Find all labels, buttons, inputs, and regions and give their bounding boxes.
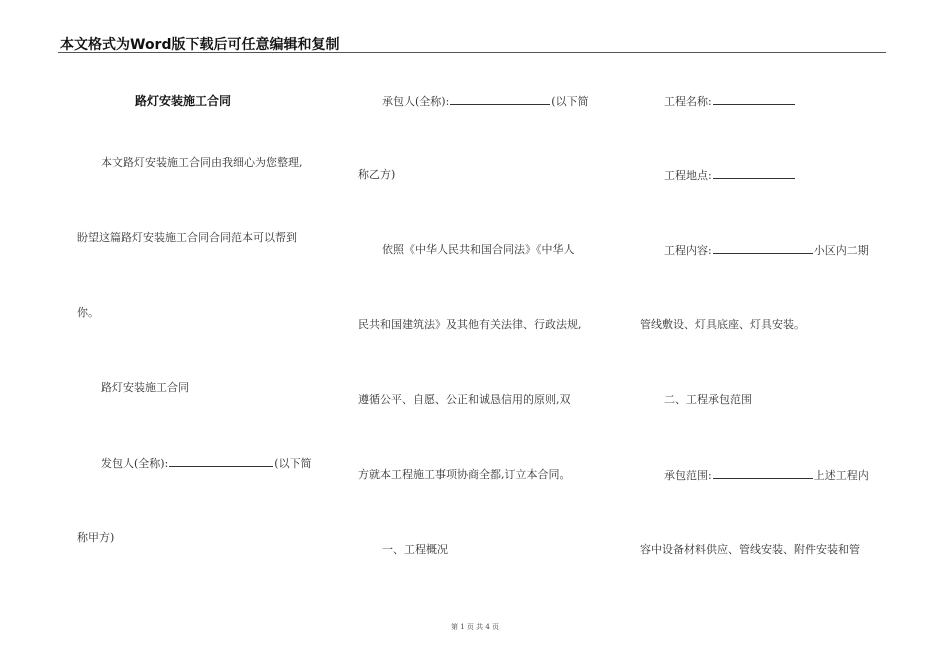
scope-suffix: 上述工程内	[813, 469, 869, 482]
scope-blank[interactable]	[713, 468, 813, 479]
project-content-line	[664, 243, 869, 258]
project-content-label: 工程内容:	[664, 244, 712, 257]
party-a-line	[101, 456, 312, 471]
project-location-label: 工程地点:	[664, 169, 712, 182]
scope-label: 承包范围:	[664, 469, 712, 482]
project-name-label: 工程名称:	[664, 95, 712, 108]
party-a-continuation: 称甲方)	[77, 531, 115, 544]
basis-line-1: 依照《中华人民共和国合同法》《中华人	[382, 243, 575, 256]
contract-subtitle: 路灯安装施工合同	[101, 381, 189, 394]
page-number: 第 1 页 共 4 页	[450, 623, 500, 631]
project-name-line	[664, 94, 796, 109]
intro-line-2: 盼望这篇路灯安装施工合同合同范本可以帮到	[77, 231, 297, 244]
project-content-blank[interactable]	[713, 243, 813, 254]
basis-line-3: 遵循公平、自愿、公正和诚恳信用的原则,双	[358, 393, 571, 406]
party-b-line	[382, 94, 589, 109]
party-b-blank[interactable]	[450, 94, 550, 105]
party-a-suffix: (以下简	[274, 457, 312, 470]
project-name-blank[interactable]	[713, 94, 795, 105]
project-content-continuation: 管线敷设、灯具底座、灯具安装。	[640, 318, 805, 331]
party-b-continuation: 称乙方)	[358, 168, 396, 181]
document-title: 路灯安装施工合同	[135, 94, 232, 108]
intro-line-1: 本文路灯安装施工合同由我细心为您整理,	[101, 156, 303, 169]
section-heading-1: 一、工程概况	[382, 543, 448, 556]
party-b-suffix: (以下简	[551, 95, 589, 108]
project-location-line	[664, 168, 796, 183]
section-heading-2: 二、工程承包范围	[664, 393, 752, 406]
scope-line	[664, 468, 869, 483]
party-a-blank[interactable]	[169, 456, 273, 467]
scope-continuation: 容中设备材料供应、管线安装、附件安装和管	[640, 543, 860, 556]
party-a-label: 发包人(全称):	[101, 457, 169, 470]
intro-line-3: 你。	[77, 306, 99, 319]
basis-line-4: 方就本工程施工事项协商全都,订立本合同。	[358, 468, 571, 481]
party-b-label: 承包人(全称):	[382, 95, 450, 108]
project-location-blank[interactable]	[713, 168, 795, 179]
project-content-suffix: 小区内二期	[813, 244, 869, 257]
header-divider	[58, 52, 886, 53]
basis-line-2: 民共和国建筑法》及其他有关法律、行政法规,	[358, 318, 582, 331]
page-header-title: 本文格式为Word版下载后可任意编辑和复制	[60, 37, 340, 53]
